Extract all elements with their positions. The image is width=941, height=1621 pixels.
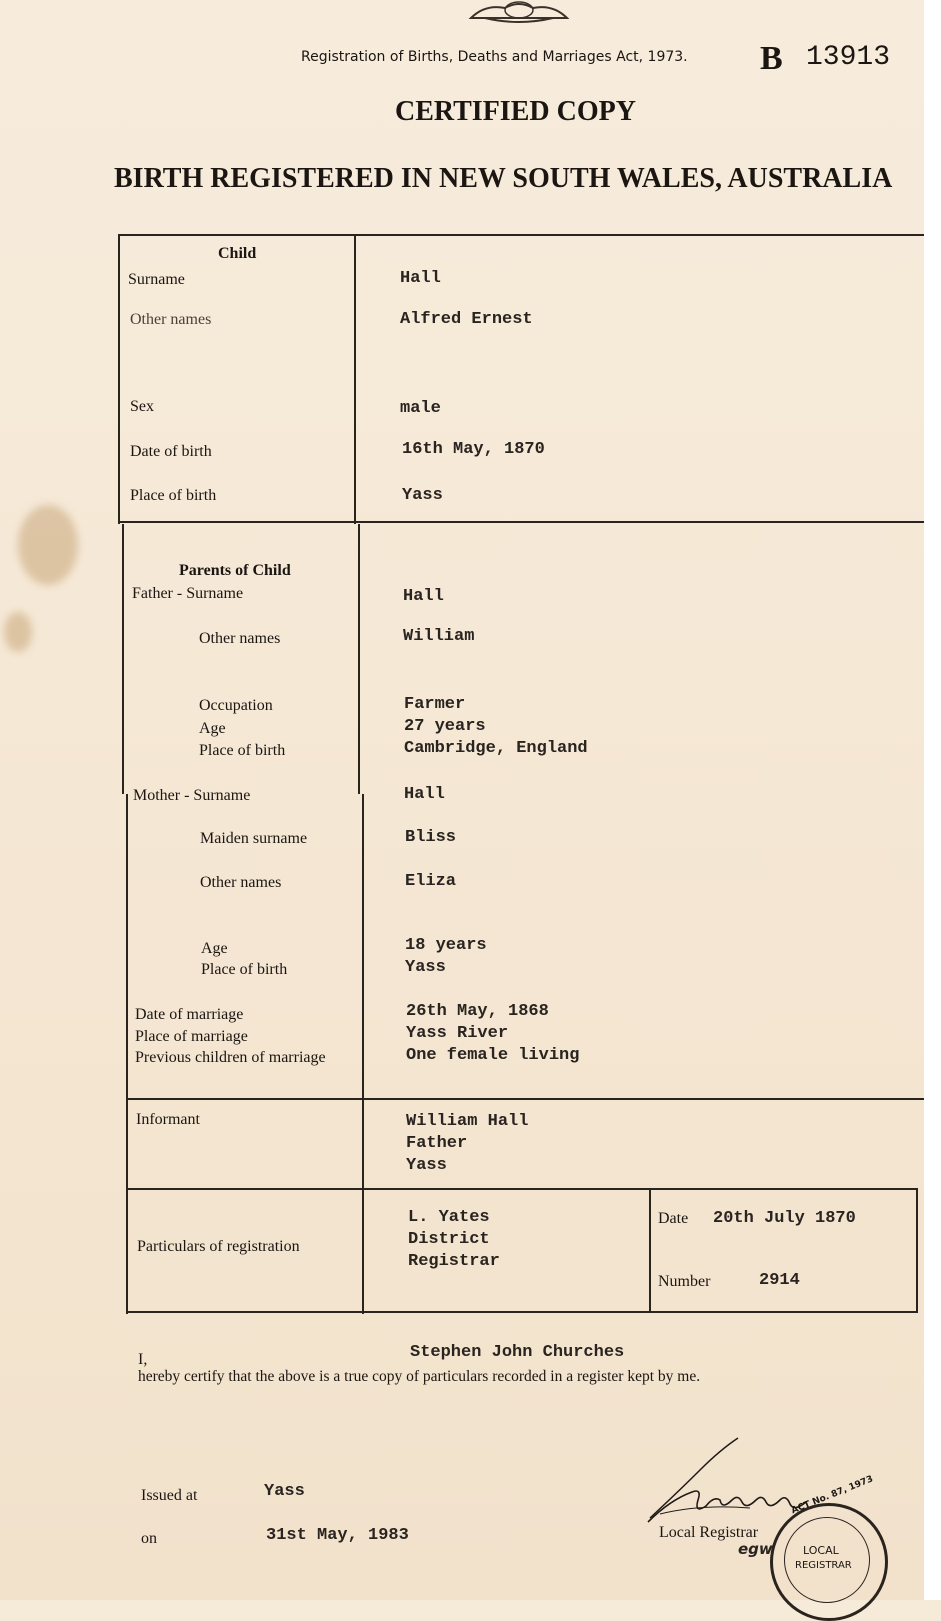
certifier-name: Stephen John Churches — [410, 1343, 625, 1362]
seal-bottom-text: REGISTRAR — [795, 1560, 852, 1571]
father-other-names-value: William — [403, 627, 475, 646]
paper-stain — [4, 612, 32, 652]
child-dob-label: Date of birth — [130, 443, 212, 460]
issued-on-label: on — [141, 1530, 157, 1547]
child-surname-value: Hall — [400, 269, 441, 288]
column-divider — [358, 524, 360, 794]
child-pob-label: Place of birth — [130, 487, 217, 504]
parents-heading: Parents of Child — [179, 562, 291, 579]
issued-on-value: 31st May, 1983 — [266, 1526, 409, 1545]
father-age-label: Age — [199, 720, 226, 737]
mother-pob-value: Yass — [405, 958, 446, 977]
occupation-label: Occupation — [199, 697, 273, 714]
child-surname-label: Surname — [128, 271, 185, 288]
father-pob-value: Cambridge, England — [404, 739, 588, 758]
child-dob-value: 16th May, 1870 — [402, 440, 545, 459]
father-other-names-label: Other names — [199, 630, 281, 647]
informant-label: Informant — [136, 1111, 200, 1128]
certification-pronoun: I, — [138, 1351, 148, 1368]
table-border-left — [126, 794, 128, 1314]
serial-letter: B — [760, 40, 783, 77]
mother-other-names-value: Eliza — [405, 872, 457, 891]
mother-other-names-label: Other names — [200, 874, 282, 891]
child-pob-value: Yass — [402, 486, 443, 505]
document-title: CERTIFIED COPY — [395, 96, 636, 127]
marriage-date-label: Date of marriage — [135, 1006, 244, 1023]
marriage-place-value: Yass River — [406, 1024, 509, 1043]
table-border-top — [118, 234, 924, 236]
serial-number: 13913 — [806, 42, 891, 73]
registration-number-label: Number — [658, 1273, 711, 1290]
issued-at-value: Yass — [264, 1482, 305, 1501]
occupation-value: Farmer — [404, 695, 466, 714]
registration-date-value: 20th July 1870 — [713, 1209, 856, 1228]
table-border-bottom — [128, 1311, 918, 1313]
father-surname-label: Father - Surname — [132, 585, 244, 602]
seal-center-text: LOCAL — [803, 1544, 839, 1557]
registrar-line: Registrar — [408, 1252, 500, 1271]
section-divider — [120, 521, 924, 523]
section-divider — [126, 1098, 924, 1100]
mother-age-value: 18 years — [405, 936, 487, 955]
table-border-left — [122, 524, 124, 794]
seal-top-text: ACT No. 87, 1973 — [790, 1474, 875, 1517]
document-subtitle: BIRTH REGISTERED IN NEW SOUTH WALES, AUSTRALIA — [114, 163, 893, 194]
father-surname-value: Hall — [403, 587, 444, 606]
registration-label: Particulars of registration — [137, 1238, 300, 1255]
registration-divider — [649, 1188, 651, 1312]
table-border-right — [916, 1188, 918, 1312]
father-age-value: 27 years — [404, 717, 486, 736]
informant-line: William Hall — [406, 1112, 529, 1131]
mother-surname-value: Hall — [404, 785, 445, 804]
certification-statement: hereby certify that the above is a true copy of particulars recorded in a register kept by me. — [138, 1368, 701, 1385]
registration-date-label: Date — [658, 1210, 689, 1227]
section-divider — [128, 1188, 918, 1190]
maiden-surname-label: Maiden surname — [200, 830, 308, 847]
registrar-initials: egw — [738, 1540, 773, 1558]
act-title: Registration of Births, Deaths and Marriages Act, 1973. — [301, 49, 688, 65]
previous-children-value: One female living — [406, 1046, 580, 1065]
local-registrar-label: Local Registrar — [659, 1524, 759, 1541]
marriage-place-label: Place of marriage — [135, 1028, 248, 1045]
mother-surname-label: Mother - Surname — [133, 787, 251, 804]
mother-pob-label: Place of birth — [201, 961, 288, 978]
child-other-names-value: Alfred Ernest — [400, 310, 533, 329]
previous-children-label: Previous children of marriage — [135, 1049, 326, 1066]
registration-number-value: 2914 — [759, 1271, 800, 1290]
column-divider — [354, 234, 356, 524]
child-sex-value: male — [400, 399, 441, 418]
marriage-date-value: 26th May, 1868 — [406, 1002, 549, 1021]
registrar-line: District — [408, 1230, 490, 1249]
scan-edge — [924, 0, 941, 1600]
registrar-line: L. Yates — [408, 1208, 490, 1227]
child-heading: Child — [218, 245, 257, 262]
issued-at-label: Issued at — [141, 1487, 198, 1504]
paper-stain — [18, 505, 78, 585]
child-other-names-label: Other names — [130, 311, 212, 328]
informant-line: Father — [406, 1134, 468, 1153]
coat-of-arms-emblem — [465, 0, 573, 24]
father-pob-label: Place of birth — [199, 742, 286, 759]
child-sex-label: Sex — [130, 398, 154, 415]
mother-age-label: Age — [201, 940, 228, 957]
maiden-surname-value: Bliss — [405, 828, 457, 847]
informant-line: Yass — [406, 1156, 447, 1175]
table-border-left — [118, 234, 120, 524]
column-divider — [362, 794, 364, 1314]
